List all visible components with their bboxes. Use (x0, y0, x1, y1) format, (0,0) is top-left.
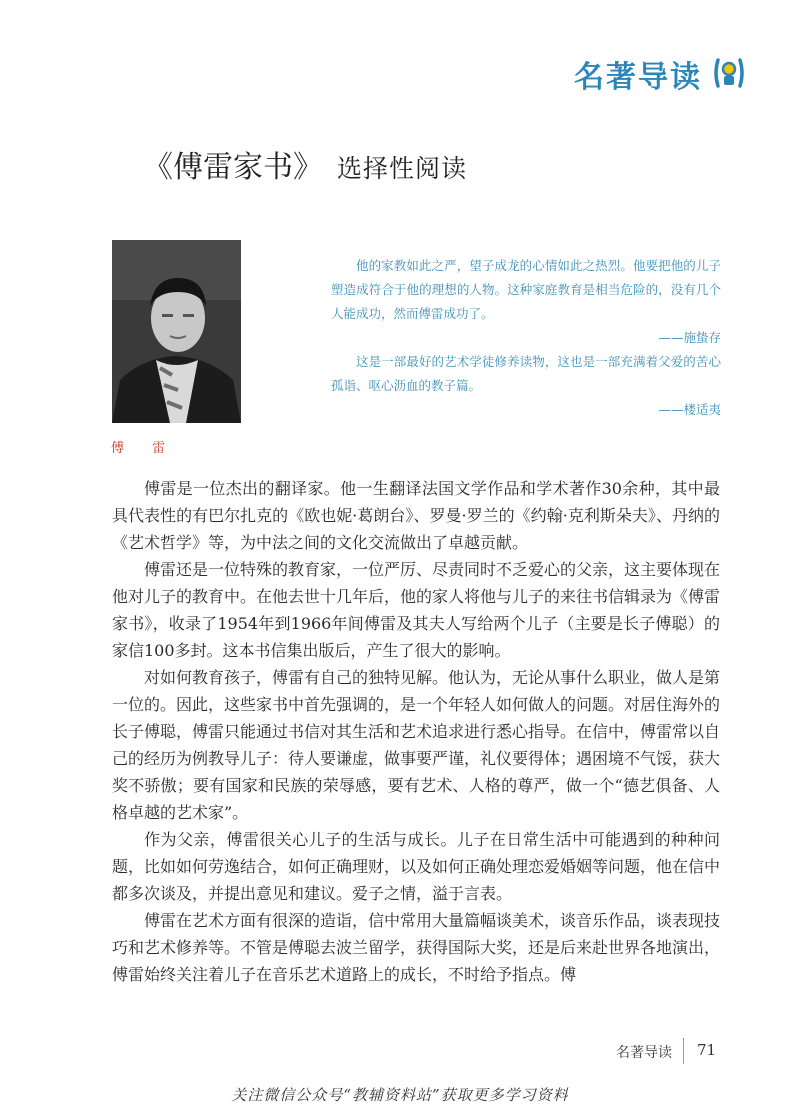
footer-section-label: 名著导读 (616, 1045, 672, 1061)
bottom-note: 关注微信公众号“教辅资料站”获取更多学习资料 (231, 1086, 569, 1104)
footer-divider (683, 1038, 684, 1064)
article-body (112, 475, 720, 988)
body-paragraph: 对如何教育孩子，傅雷有自己的独特见解。他认为，无论从事什么职业，做人是第一位的。因此，这些家书中首先强调的，是一个年轻人如何做人的问题。对居住海外的长子傅聪，傅雷只能通过书信对其生活和艺术追求进行悉心指导。在信中，傅雷常以自己的经历为例教导儿子：待人要谦虚，做事要严谨，礼仪要得体；遇困境不气馁，获大奖不骄傲；要有国家和民族的荣辱感，要有艺术、人格的尊严，做一个“德艺俱备、人格卓越的艺术家”。 (112, 668, 721, 822)
portrait-caption: 傅 雷 (111, 441, 178, 456)
section-title: 名著导读 (574, 60, 702, 95)
reading-badge-icon (712, 56, 746, 90)
book-title: 《傅雷家书》 (143, 150, 323, 185)
page-number: 71 (697, 1041, 717, 1059)
body-paragraph: 作为父亲，傅雷很关心儿子的生活与成长。儿子在日常生活中可能遇到的种种问题，比如如何劳逸结合，如何正确理财，以及如何正确处理恋爱婚姻等问题，他在信中都多次谈及，并提出意见和建议。爱子之情，溢于言表。 (112, 830, 721, 903)
quote-block (331, 254, 721, 422)
quote-text: 这是一部最好的艺术学徒修养读物，这也是一部充满着父爱的苦心孤诣、呕心沥血的教子篇。 (331, 354, 721, 393)
body-paragraph: 傅雷在艺术方面有很深的造诣，信中常用大量篇幅谈美术，谈音乐作品，谈表现技巧和艺术修养等。不管是傅聪去波兰留学，获得国际大奖，还是后来赴世界各地演出，傅雷始终关注着儿子在音乐艺术道路上的成长，不时给予指点。傅 (112, 911, 721, 984)
quote-author: ——楼适夷 (658, 402, 721, 417)
body-paragraph: 傅雷还是一位特殊的教育家，一位严厉、尽责同时不乏爱心的父亲，这主要体现在他对儿子的教育中。在他去世十几年后，他的家人将他与儿子的来往书信辑录为《傅雷家书》，收录了1954年到1966年间傅雷及其夫人写给两个儿子（主要是长子傅聪）的家信100多封。这本书信集出版后，产生了很大的影响。 (112, 560, 721, 660)
article-subtitle: 选择性阅读 (337, 154, 468, 183)
article-title (143, 142, 467, 186)
quote-text: 他的家教如此之严，望子成龙的心情如此之热烈。他要把他的儿子塑造成符合于他的理想的人物。这种家庭教育是相当危险的，没有几个人能成功，然而傅雷成功了。 (331, 258, 721, 321)
quote-author: ——施蛰存 (658, 330, 721, 345)
body-paragraph: 傅雷是一位杰出的翻译家。他一生翻译法国文学作品和学术著作30余种，其中最具代表性的有巴尔扎克的《欧也妮·葛朗台》、罗曼·罗兰的《约翰·克利斯朵夫》、丹纳的《艺术哲学》等，为中法之间的文化交流做出了卓越贡献。 (112, 479, 720, 552)
portrait-photo (112, 240, 241, 423)
